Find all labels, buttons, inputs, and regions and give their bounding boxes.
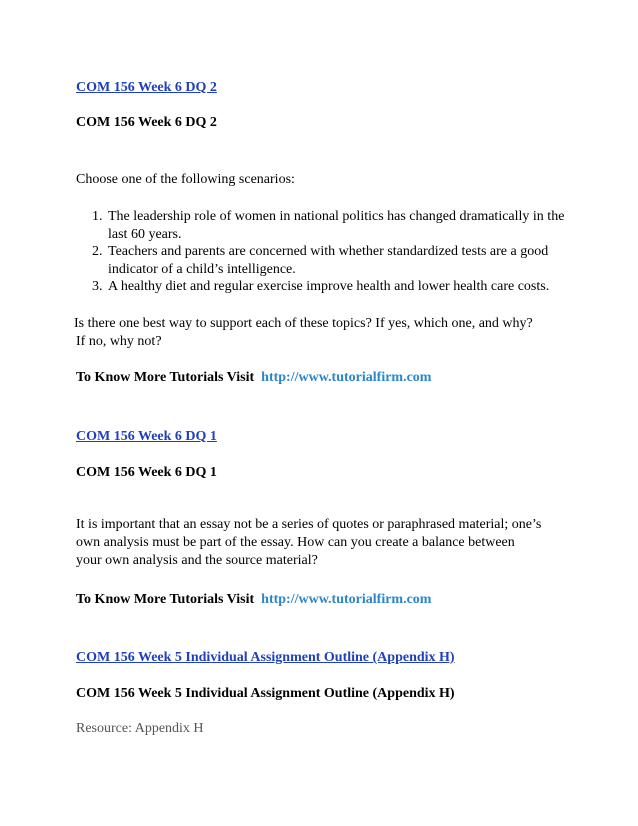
scenario-item: 1. The leadership role of women in national politics has changed dramatically in the last 60 years. [106,208,566,243]
more-tutorials-label: To Know More Tutorials Visit [76,370,255,385]
section-link-week6-dq1[interactable]: COM 156 Week 6 DQ 1 [76,429,217,444]
question-line-1: Is there one best way to support each of these topics? If yes, which one, and why? [74,316,533,331]
scenarios-intro: Choose one of the following scenarios: [76,172,295,187]
essay-body-line-3: your own analysis and the source material? [76,553,318,568]
tutorial-url-link[interactable]: http://www.tutorialfirm.com [261,370,432,385]
more-tutorials-label: To Know More Tutorials Visit [76,592,255,607]
section-link-week5-outline[interactable]: COM 156 Week 5 Individual Assignment Outline (Appendix H) [76,650,455,665]
section-heading-week6-dq2: COM 156 Week 6 DQ 2 [76,115,217,130]
section-heading-week5-outline: COM 156 Week 5 Individual Assignment Outline (Appendix H) [76,686,455,701]
resource-line: Resource: Appendix H [76,721,204,736]
essay-body-line-2: own analysis must be part of the essay. How can you create a balance between [76,535,515,550]
scenario-item: 2. Teachers and parents are concerned with whether standardized tests are a good indicator of a child’s intelligence. [106,243,566,278]
tutorial-url-link[interactable]: http://www.tutorialfirm.com [261,592,432,607]
scenario-item: 3. A healthy diet and regular exercise improve health and lower health care costs. [106,278,566,296]
more-tutorials-line-2 [76,591,431,608]
more-tutorials-line-1 [76,369,431,386]
section-link-week6-dq2[interactable]: COM 156 Week 6 DQ 2 [76,80,217,95]
essay-body-line-1: It is important that an essay not be a series of quotes or paraphrased material; one’s [76,517,542,532]
question-line-2: If no, why not? [76,334,162,349]
section-heading-week6-dq1: COM 156 Week 6 DQ 1 [76,465,217,480]
scenario-list [76,208,566,296]
